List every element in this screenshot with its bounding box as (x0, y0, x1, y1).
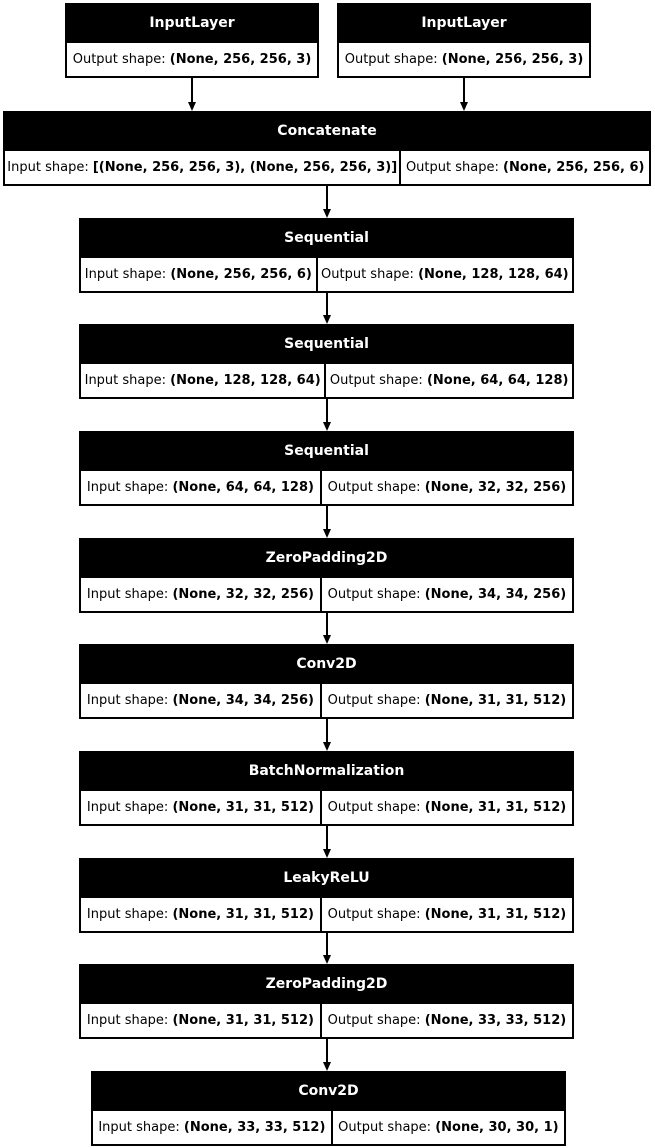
shape-value: (None, 33, 33, 512) (183, 1120, 326, 1135)
layer-node-batchnormalization (79, 751, 574, 826)
layer-node-zeropadding2d-1 (79, 538, 574, 613)
shape-value: (None, 31, 31, 512) (172, 1013, 314, 1028)
output-shape-cell (320, 1004, 572, 1037)
input-shape-cell (93, 1111, 331, 1144)
output-shape-cell (324, 364, 572, 397)
shape-value: (None, 128, 128, 64) (170, 373, 321, 388)
node-title: InputLayer (339, 5, 589, 41)
input-shape-cell (81, 258, 316, 291)
output-shape-cell (320, 471, 572, 504)
arrowhead-icon (188, 102, 196, 111)
node-body (81, 576, 572, 611)
shape-value: (None, 31, 31, 512) (424, 907, 567, 922)
input-shape-cell (81, 898, 320, 931)
node-title: InputLayer (67, 5, 317, 41)
layer-node-sequential-3 (79, 431, 574, 506)
arrow-line (326, 719, 328, 742)
layer-node-leakyrelu (79, 858, 574, 933)
flow-arrow (322, 293, 331, 324)
output-shape-cell (339, 43, 589, 76)
shape-value: (None, 30, 30, 1) (435, 1120, 559, 1135)
arrow-line (463, 78, 465, 102)
node-body (81, 362, 572, 397)
node-title: Conv2D (81, 646, 572, 682)
layer-node-inputlayer-1 (65, 3, 319, 78)
node-title: Concatenate (5, 113, 649, 149)
shape-value: (None, 33, 33, 512) (424, 1013, 567, 1028)
shape-value: (None, 34, 34, 256) (172, 693, 314, 708)
input-shape-cell (5, 151, 399, 184)
arrowhead-icon (323, 955, 331, 964)
shape-value: (None, 128, 128, 64) (418, 267, 569, 282)
shape-value: (None, 31, 31, 512) (172, 800, 314, 815)
shape-value: [(None, 256, 256, 3), (None, 256, 256, 3)] (92, 160, 398, 175)
node-title: Sequential (81, 220, 572, 256)
layer-node-concatenate (3, 111, 651, 186)
layer-node-sequential-1 (79, 218, 574, 293)
input-shape-cell (81, 684, 320, 717)
shape-label: Output shape: (327, 480, 421, 495)
arrowhead-icon (460, 102, 468, 111)
shape-value: (None, 32, 32, 256) (172, 587, 314, 602)
output-shape-cell (320, 684, 572, 717)
shape-label: Input shape: (86, 1013, 169, 1028)
shape-label: Output shape: (321, 267, 414, 282)
arrow-line (326, 186, 328, 209)
node-body (81, 682, 572, 717)
arrowhead-icon (323, 529, 331, 538)
shape-value: (None, 256, 256, 6) (170, 267, 312, 282)
node-body (81, 469, 572, 504)
flow-arrow (322, 933, 331, 964)
shape-label: Output shape: (327, 587, 421, 602)
layer-node-conv2d-2 (91, 1071, 566, 1146)
arrow-line (326, 506, 328, 529)
input-shape-cell (81, 1004, 320, 1037)
node-body (339, 41, 589, 76)
shape-value: (None, 256, 256, 6) (503, 160, 645, 175)
output-shape-cell (320, 791, 572, 824)
shape-label: Output shape: (72, 52, 166, 67)
shape-value: (None, 31, 31, 512) (424, 800, 567, 815)
shape-label: Input shape: (84, 373, 167, 388)
node-title: LeakyReLU (81, 860, 572, 896)
layer-node-conv2d-1 (79, 644, 574, 719)
flow-arrow (322, 399, 331, 431)
arrow-line (326, 293, 328, 315)
shape-label: Output shape: (327, 907, 421, 922)
shape-value: (None, 64, 64, 128) (172, 480, 314, 495)
node-body (67, 41, 317, 76)
flow-arrow (322, 826, 331, 858)
node-title: Conv2D (93, 1073, 564, 1109)
shape-value: (None, 256, 256, 3) (441, 52, 584, 67)
layer-node-zeropadding2d-2 (79, 964, 574, 1039)
arrow-line (326, 613, 328, 635)
node-body (93, 1109, 564, 1144)
output-shape-cell (320, 578, 572, 611)
shape-value: (None, 256, 256, 3) (169, 52, 312, 67)
node-body (81, 789, 572, 824)
input-shape-cell (81, 578, 320, 611)
layer-node-sequential-2 (79, 324, 574, 399)
shape-label: Input shape: (84, 267, 167, 282)
shape-label: Output shape: (327, 1013, 421, 1028)
shape-label: Output shape: (327, 800, 421, 815)
shape-label: Input shape: (86, 480, 169, 495)
arrowhead-icon (323, 1062, 331, 1071)
arrowhead-icon (323, 315, 331, 324)
flow-arrow (322, 506, 331, 538)
node-title: Sequential (81, 326, 572, 362)
shape-label: Input shape: (86, 693, 169, 708)
shape-label: Output shape: (329, 373, 423, 388)
shape-label: Input shape: (86, 587, 169, 602)
flow-arrow (459, 78, 468, 111)
output-shape-cell (399, 151, 649, 184)
arrowhead-icon (323, 742, 331, 751)
shape-label: Input shape: (86, 800, 169, 815)
node-body (81, 256, 572, 291)
arrow-line (326, 1039, 328, 1062)
shape-label: Input shape: (86, 907, 169, 922)
node-title: ZeroPadding2D (81, 966, 572, 1002)
shape-label: Output shape: (405, 160, 499, 175)
arrow-line (326, 399, 328, 422)
node-title: ZeroPadding2D (81, 540, 572, 576)
node-body (81, 896, 572, 931)
flow-arrow (322, 186, 331, 218)
arrow-line (191, 78, 193, 102)
flow-arrow (322, 719, 331, 751)
shape-label: Input shape: (98, 1120, 180, 1135)
shape-label: Output shape: (338, 1120, 432, 1135)
shape-value: (None, 64, 64, 128) (426, 373, 569, 388)
arrow-line (326, 933, 328, 955)
output-shape-cell (320, 898, 572, 931)
flow-arrow (322, 613, 331, 644)
node-body (5, 149, 649, 184)
shape-value: (None, 32, 32, 256) (424, 480, 567, 495)
output-shape-cell (316, 258, 572, 291)
node-title: BatchNormalization (81, 753, 572, 789)
layer-node-inputlayer-2 (337, 3, 591, 78)
output-shape-cell (67, 43, 317, 76)
input-shape-cell (81, 791, 320, 824)
arrow-line (326, 826, 328, 849)
shape-label: Output shape: (327, 693, 421, 708)
node-body (81, 1002, 572, 1037)
input-shape-cell (81, 471, 320, 504)
arrowhead-icon (323, 849, 331, 858)
shape-label: Input shape: (7, 160, 89, 175)
arrowhead-icon (323, 209, 331, 218)
output-shape-cell (331, 1111, 564, 1144)
shape-label: Output shape: (344, 52, 438, 67)
arrowhead-icon (323, 422, 331, 431)
shape-value: (None, 34, 34, 256) (424, 587, 567, 602)
arrowhead-icon (323, 635, 331, 644)
flow-arrow (187, 78, 196, 111)
shape-value: (None, 31, 31, 512) (424, 693, 567, 708)
shape-value: (None, 31, 31, 512) (172, 907, 314, 922)
flow-arrow (322, 1039, 331, 1071)
node-title: Sequential (81, 433, 572, 469)
input-shape-cell (81, 364, 324, 397)
